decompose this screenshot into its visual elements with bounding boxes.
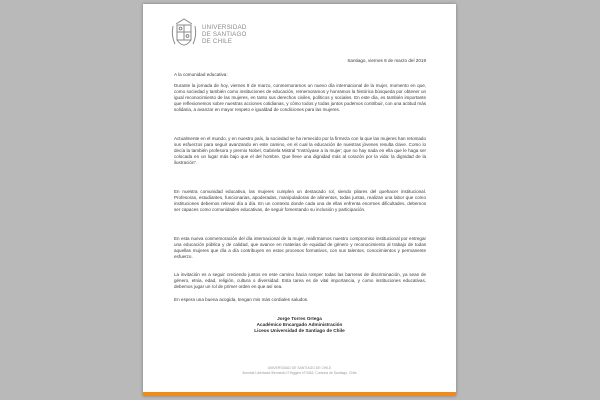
paragraph-3: En nuestra comunidad educativa, las mujeres cumplen un destacado rol, siendo pilares del quehacer institucional. Profesoras, estudiantes, funcionarias, apoderadas, manipuladoras de alimentos, todas juntas, realizan una labor que como instituciones debemos relevar día a día. En un contexto donde cada una de ellas enfrenta enormes dificultades, debemos ser capaces como comunidades educativas, de seguir fomentando su inclusión y participación. — [174, 189, 426, 213]
paragraph-4: En esta nueva conmemoración del día internacional de la mujer, reafirmamos nuestro compromiso institucional por entregar una educación pública y de calidad, que avance en materias de equidad de género y reconocimiento al trabajo de todas aquellas mujeres que día a día contribuyen en estos procesos formativos, con sus talentos, conocimientos y permanente esfuerzo. — [174, 236, 426, 260]
accent-bar — [143, 392, 456, 396]
signature-name: Jorge Torres Ortega — [277, 316, 322, 321]
university-logo — [170, 16, 247, 52]
letter-closing: En espera una buena acogida, tengan mis más cordiales saludos. — [174, 297, 309, 302]
university-name-line-1: UNIVERSIDAD — [202, 23, 247, 31]
footer-line-2: Avenida Libertador Bernardo O’Higgins N°3363, Comuna de Santiago, Chile — [242, 370, 357, 375]
paragraph-1: Durante la jornada de hoy, viernes 8 de marzo, conmemoramos un nuevo día internacional de la mujer, momento en que, como sociedad y también como instituciones de educación, rememoramos y honramos la histórica búsqueda por obtener un igual reconocimiento de las mujeres, en tanto sus derechos civiles, políticos y sociales. En este día, es también importante que reflexionemos sobre nuestras acciones cotidianas, y cómo todos y todas juntos podemos contribuir, con una actitud más solidaria, a avanzar en mayor respeto e igualdad de condiciones para las mujeres. — [174, 83, 426, 113]
university-name-line-3: DE CHILE — [202, 37, 233, 45]
signature-institution: Liceos Universidad de Santiago de Chile — [254, 328, 345, 333]
signature-block — [143, 316, 456, 334]
university-name — [202, 24, 247, 45]
letter-dateline: Santiago, viernes 8 de marzo del 2019 — [347, 58, 426, 63]
paragraph-2: Actualmente en el mundo, y en nuestro país, la sociedad se ha remecido por la firmeza con la que las mujeres han retomado sus esfuerzos para seguir avanzando en este camino, en el cual la educación de nuestras jóvenes resulta clave. Como lo decía la también profesora y premio Nobel, Gabriela Mistral “Instrúyase a la mujer; que no hay nada en ella que le haga ser colocada en un lugar más bajo que el del hombre. Que lleve una dignidad más al corazón por la vida: la dignidad de la ilustración”. — [174, 136, 426, 166]
page-footer — [143, 366, 456, 375]
university-name-line-2: DE SANTIAGO — [202, 30, 247, 38]
signature-title: Académico Encargado Administración — [256, 322, 343, 327]
university-seal-icon — [170, 16, 198, 52]
footer-line-1: UNIVERSIDAD DE SANTIAGO DE CHILE — [267, 366, 332, 370]
letter-page — [143, 4, 456, 396]
paragraph-5: La invitación es a seguir creciendo juntos en este camino hacia romper todas las barreras de discriminación, ya sean de género, etnia, edad, religión, cultura o diversidad. Esta tarea es de vital importancia, y como instituciones educativas, debemos jugar un rol de primer orden en que así sea. — [174, 272, 426, 290]
letter-greeting: A la comunidad educativa: — [174, 72, 228, 77]
